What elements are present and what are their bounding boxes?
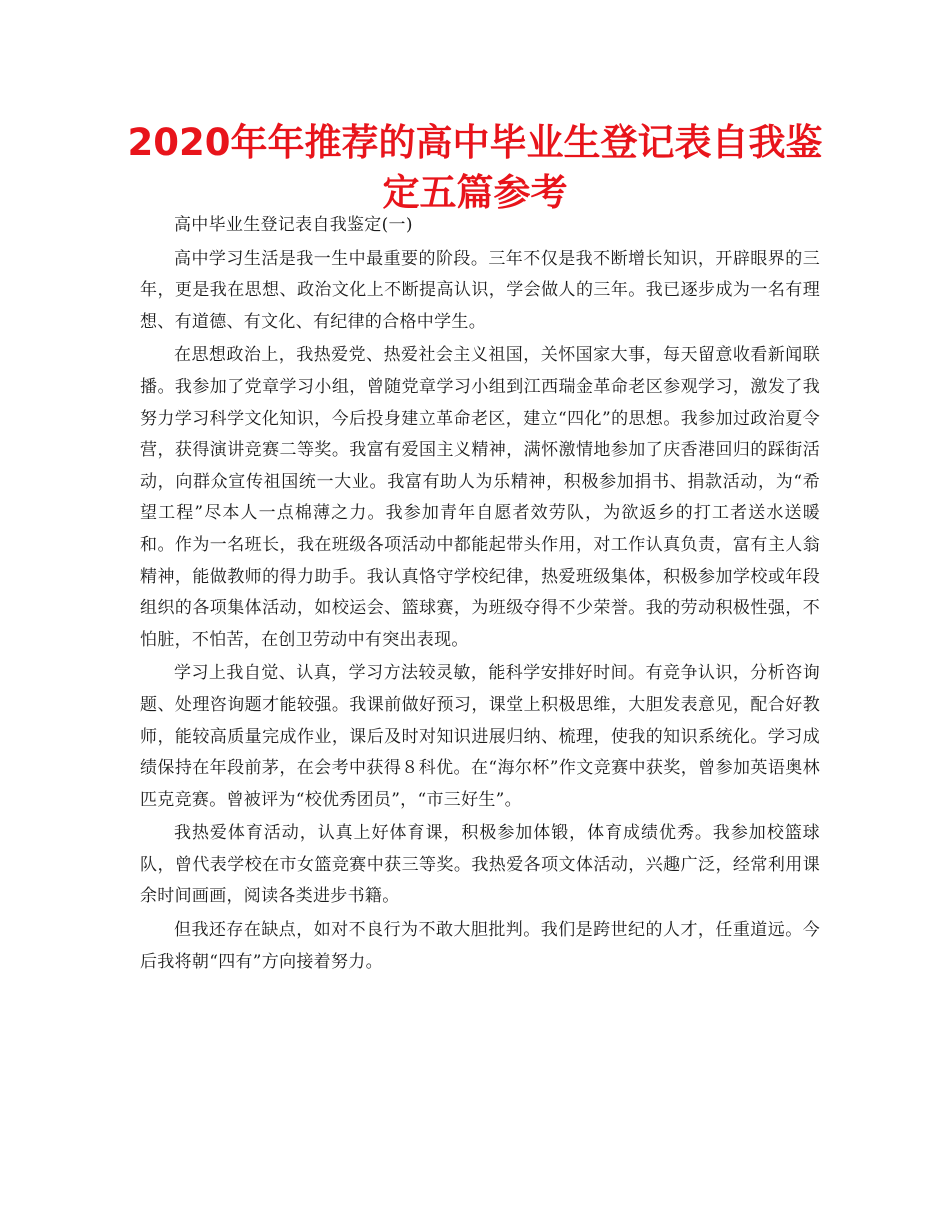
paragraph-study: 学习上我自觉、认真，学习方法较灵敏，能科学安排好时间。有竞争认识，分析咨询题、处理咨询题才能较强。我课前做好预习，课堂上积极思维，大胆发表意见，配合好教师，能较高质量完成作业，课后及时对知识进展归纳、梳理，使我的知识系统化。学习成绩保持在年段前茅，在会考中获得８科优。在“海尔杯”作文竞赛中获奖，曾参加英语奥林匹克竞赛。曾被评为“校优秀团员”，“市三好生”。: [140, 663, 820, 810]
paragraph-political: 在思想政治上，我热爱党、热爱社会主义祖国，关怀国家大事，每天留意收看新闻联播。我参加了党章学习小组，曾随党章学习小组到江西瑞金革命老区参观学习，激发了我努力学习科学文化知识，今后投身建立革命老区，建立“四化”的思想。我参加过政治夏令营，获得演讲竞赛二等奖。我富有爱国主义精神，满怀激情地参加了庆香港回归的踩街活动，向群众宣传祖国统一大业。我富有助人为乐精神，积极参加捐书、捐款活动，为“希望工程”尽本人一点棉薄之力。我参加青年自愿者效劳队，为欲返乡的打工者送水送暖和。作为一名班长，我在班级各项活动中都能起带头作用，对工作认真负责，富有主人翁精神，能做教师的得力助手。我认真恪守学校纪律，热爱班级集体，积极参加学校或年段组织的各项集体活动，如校运会、篮球赛，为班级夺得不少荣誉。我的劳动积极性强，不怕脏，不怕苦，在创卫劳动中有突出表现。: [140, 345, 820, 650]
paragraph-shortcomings: 但我还存在缺点，如对不良行为不敢大胆批判。我们是跨世纪的人才，任重道远。今后我将朝“四有”方向接着努力。: [140, 920, 820, 972]
section-heading: 高中毕业生登记表自我鉴定(一): [174, 215, 413, 235]
paragraph-intro: 高中学习生活是我一生中最重要的阶段。三年不仅是我不断增长知识，开辟眼界的三年，更是我在思想、政治文化上不断提高认识，学会做人的三年。我已逐步成为一名有理想、有道德、有文化、有纪律的合格中学生。: [140, 248, 820, 332]
document-body: [140, 210, 820, 978]
paragraph-sports: 我热爱体育活动，认真上好体育课，积极参加体锻，体育成绩优秀。我参加校篮球队，曾代表学校在市女篮竞赛中获三等奖。我热爱各项文体活动，兴趣广泛，经常利用课余时间画画，阅读各类进步书籍。: [140, 823, 820, 907]
document-title: 2020年年推荐的高中毕业生登记表自我鉴定五篇参考: [127, 121, 823, 214]
